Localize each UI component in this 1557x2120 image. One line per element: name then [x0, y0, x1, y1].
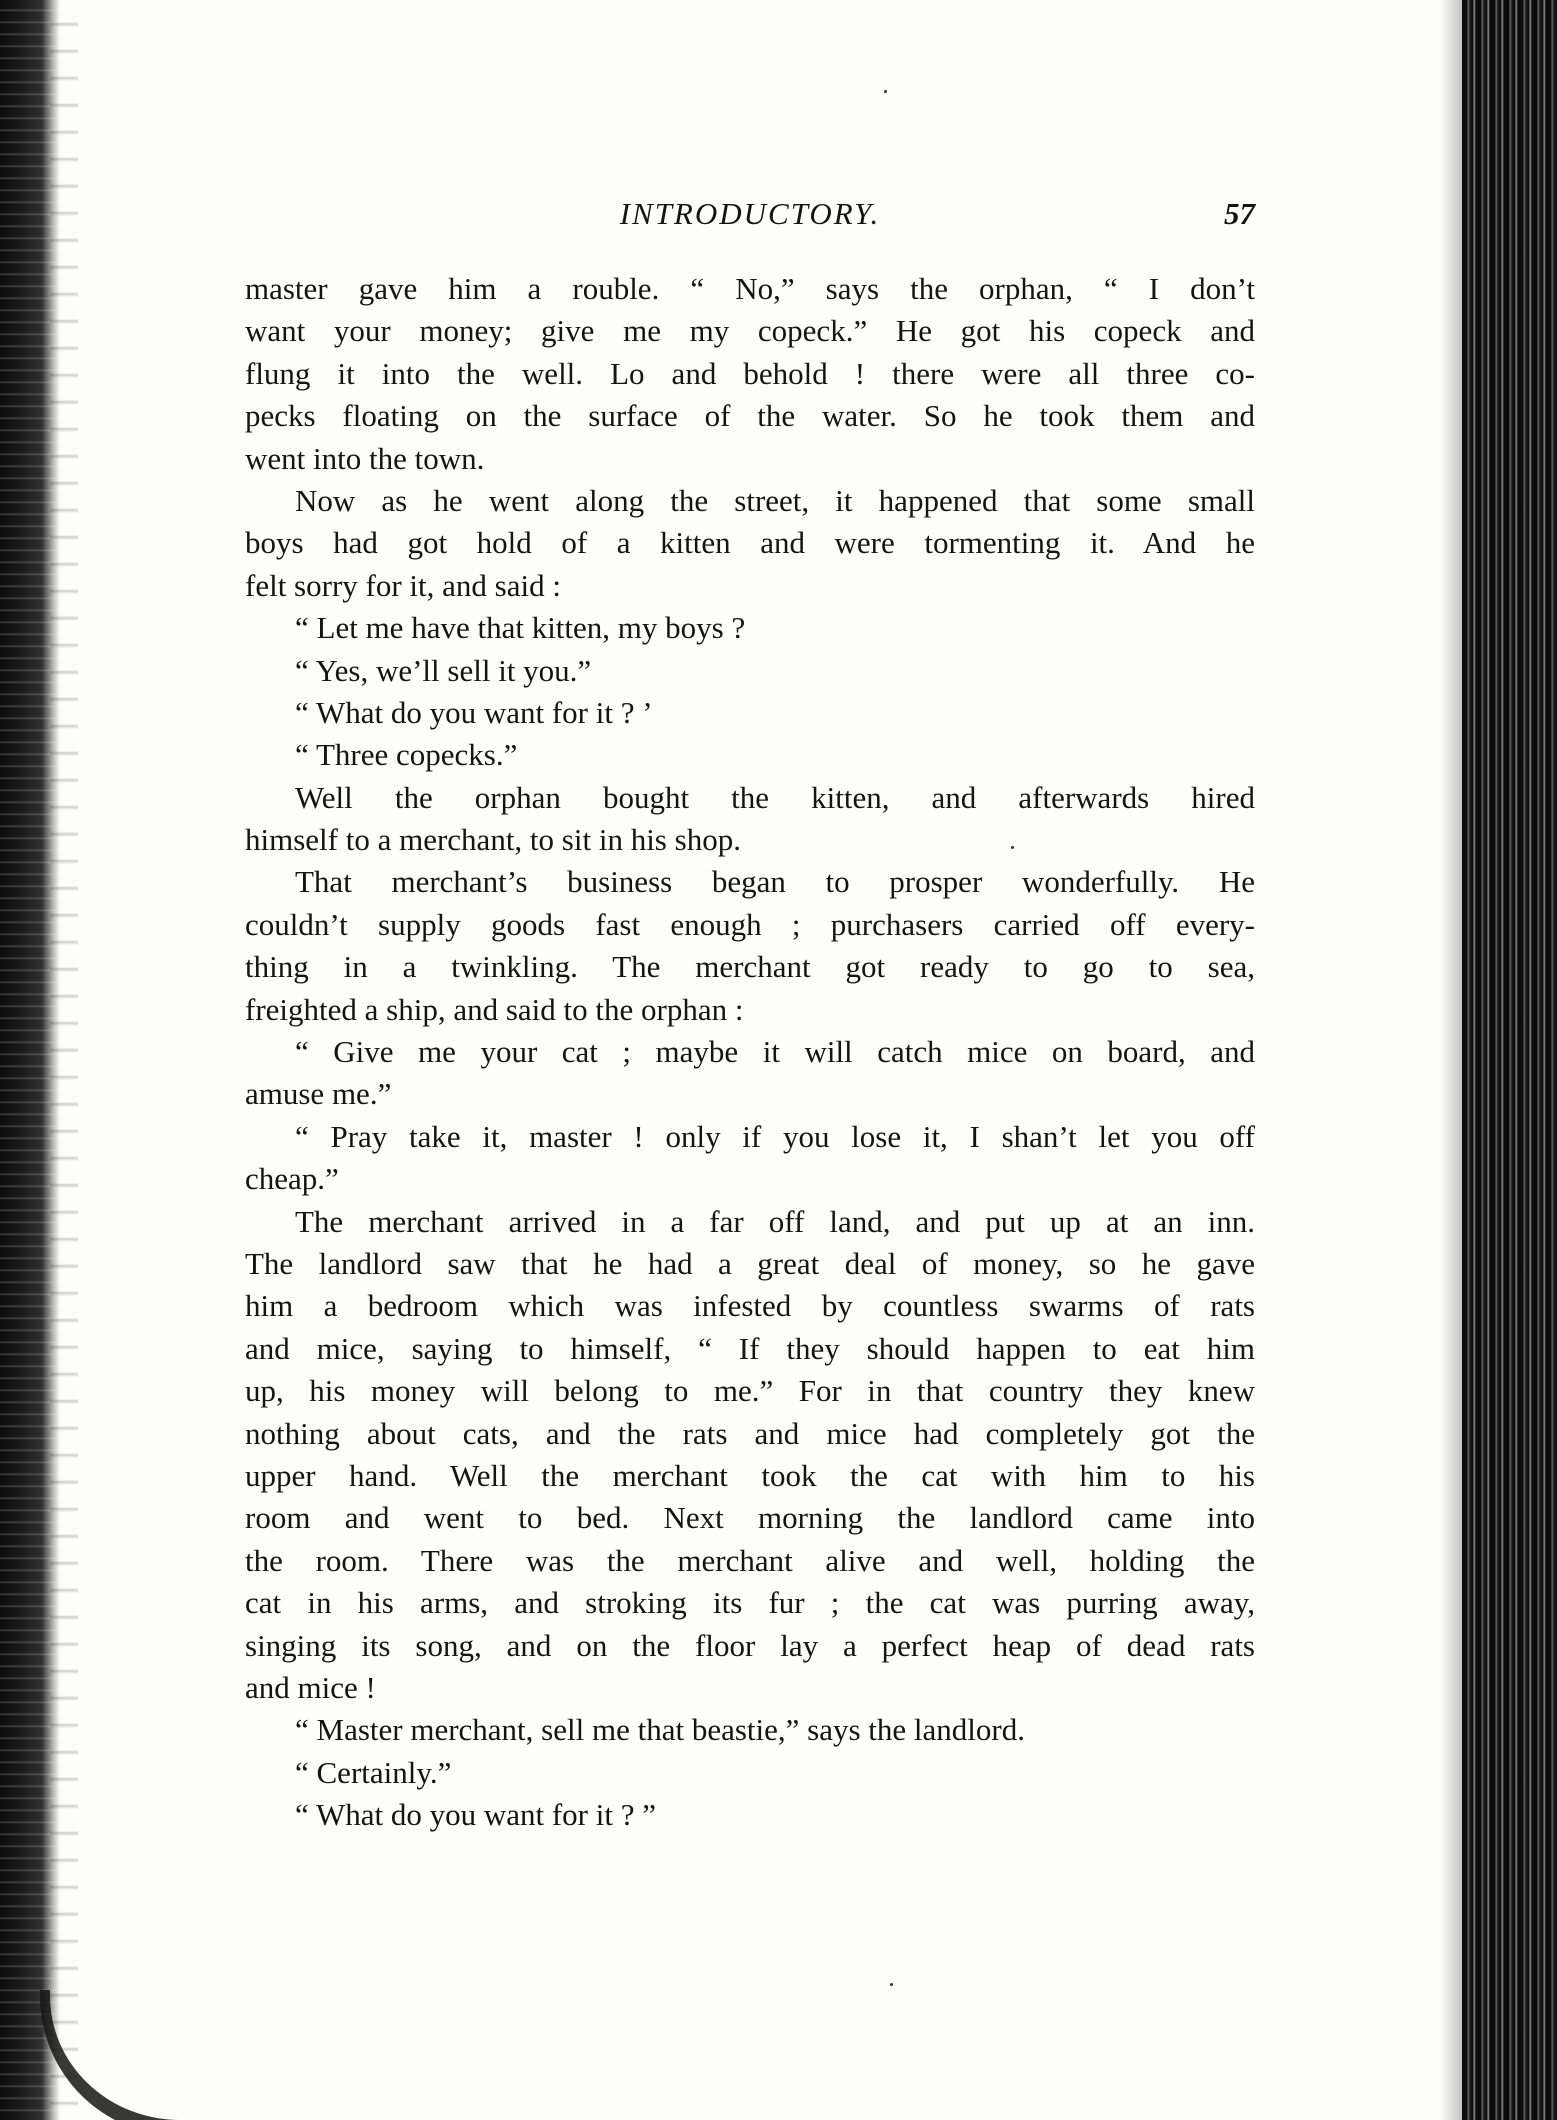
text-line: Now as he went along the street, it happened that some small — [295, 482, 1255, 518]
running-head: INTRODUCTORY. — [619, 196, 881, 231]
dialogue-line: “ Give me your cat ; maybe it will catch mice on board, and — [295, 1034, 1255, 1070]
page-number: 57 — [1224, 196, 1255, 231]
right-edge-shadow — [1440, 0, 1462, 2120]
scan-speck — [890, 1983, 893, 1986]
scan-speck — [884, 90, 887, 93]
text-line: cat in his arms, and stroking its fur ; the cat was purring away, — [245, 1585, 1255, 1621]
text-line: The merchant arrived in a far off land, and put up at an inn. — [295, 1203, 1255, 1239]
dialogue-line: amuse me.” — [245, 1076, 392, 1112]
text-line: himself to a merchant, to sit in his shop. — [245, 822, 741, 858]
dialogue-line: “ What do you want for it ? ’ — [295, 694, 653, 730]
text-line: felt sorry for it, and said : — [245, 567, 561, 603]
text-line: and mice, saying to himself, “ If they should happen to eat him — [245, 1330, 1255, 1366]
dialogue-line: “ Certainly.” — [295, 1754, 452, 1790]
text-line: That merchant’s business began to prosper wonderfully. He — [295, 864, 1255, 900]
dialogue-line: cheap.” — [245, 1161, 339, 1197]
text-line: singing its song, and on the floor lay a perfect heap of dead rats — [245, 1627, 1255, 1663]
right-page-stack — [1462, 0, 1557, 2120]
text-line: flung it into the well. Lo and behold ! there were all three co- — [245, 355, 1255, 391]
text-line: boys had got hold of a kitten and were tormenting it. And he — [245, 525, 1255, 561]
text-line: pecks floating on the surface of the water. So he took them and — [245, 398, 1255, 434]
text-line: up, his money will belong to me.” For in that country they knew — [245, 1373, 1255, 1409]
text-line: the room. There was the merchant alive and well, holding the — [245, 1542, 1255, 1578]
text-line: nothing about cats, and the rats and mice had completely got the — [245, 1415, 1255, 1451]
left-binding-shadow — [50, 0, 78, 2120]
text-line: The landlord saw that he had a great deal of money, so he gave — [245, 1245, 1255, 1281]
text-line: master gave him a rouble. “ No,” says the orphan, “ I don’t — [245, 271, 1255, 306]
text-line: Well the orphan bought the kitten, and afterwards hired — [295, 779, 1255, 815]
dialogue-line: “ Let me have that kitten, my boys ? — [295, 610, 746, 646]
text-line: freighted a ship, and said to the orphan : — [245, 991, 744, 1027]
text-line: thing in a twinkling. The merchant got ready to go to sea, — [245, 949, 1255, 985]
dialogue-line: “ Master merchant, sell me that beastie,” says the landlord. — [295, 1712, 1025, 1748]
text-line: him a bedroom which was infested by countless swarms of rats — [245, 1288, 1255, 1324]
dialogue-line: “ What do you want for it ? ” — [295, 1797, 656, 1833]
body-text — [245, 268, 1255, 1836]
page-header — [245, 196, 1255, 240]
text-line: upper hand. Well the merchant took the cat with him to his — [245, 1457, 1255, 1493]
text-line: couldn’t supply goods fast enough ; purchasers carried off every- — [245, 906, 1255, 942]
text-line: and mice ! — [245, 1669, 376, 1705]
text-line: went into the town. — [245, 440, 485, 476]
dialogue-line: “ Pray take it, master ! only if you lose it, I shan’t let you off — [295, 1118, 1255, 1154]
text-line: want your money; give me my copeck.” He got his copeck and — [245, 313, 1255, 349]
text-line: room and went to bed. Next morning the landlord came into — [245, 1500, 1255, 1536]
dialogue-line: “ Yes, we’ll sell it you.” — [295, 652, 592, 688]
dialogue-line: “ Three copecks.” — [295, 737, 518, 773]
